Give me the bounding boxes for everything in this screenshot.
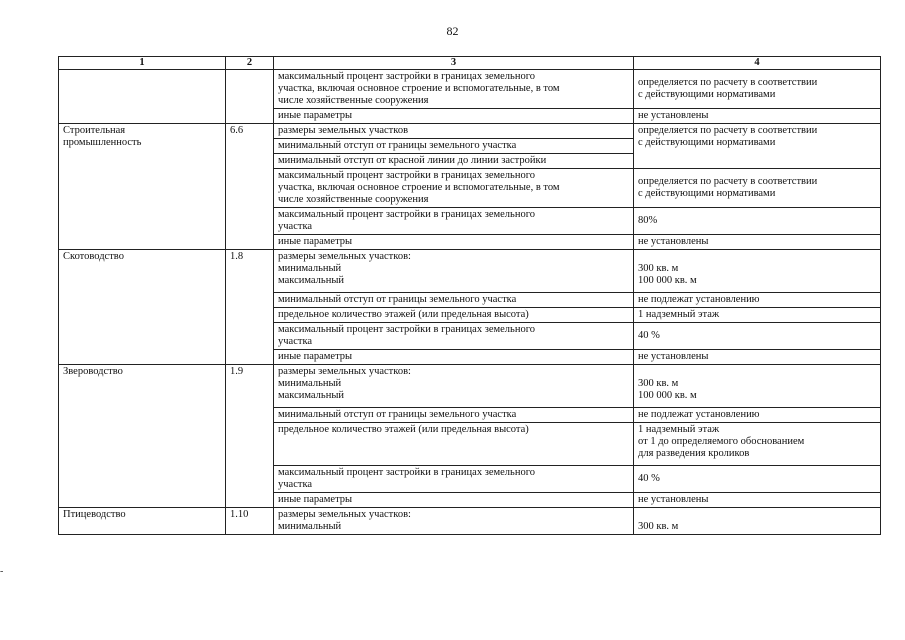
column-header-3: 3 [274,57,634,70]
value-cell: не установлены [634,350,881,365]
value-cell: 300 кв. м [634,508,881,535]
param-cell: размеры земельных участков: минимальный максимальный [274,365,634,408]
param-cell: максимальный процент застройки в границах земельного участка, включая основное строение и вспомогательные, в том числе хозяйственные сооружения [274,169,634,208]
param-cell: предельное количество этажей (или предельная высота) [274,308,634,323]
page-number: 82 [446,24,459,38]
column-header-4: 4 [634,57,881,70]
table-row [59,250,881,293]
param-cell: минимальный отступ от красной линии до линии застройки [274,154,634,169]
value-cell: не установлены [634,493,881,508]
column-header-2: 2 [226,57,274,70]
table-row [59,508,881,535]
column-header-1: 1 [59,57,226,70]
param-cell: максимальный процент застройки в границах земельного участка [274,323,634,350]
value-cell: 40 % [634,466,881,493]
value-cell: 300 кв. м 100 000 кв. м [634,365,881,408]
param-cell: максимальный процент застройки в границах земельного участка, включая основное строение и вспомогательные, в том числе хозяйственные сооружения [274,70,634,109]
value-cell: не подлежат установлению [634,408,881,423]
param-cell: иные параметры [274,350,634,365]
land-use-code: 1.8 [226,250,274,365]
param-cell: иные параметры [274,493,634,508]
cell-empty [226,70,274,124]
zoning-parameters-table [58,56,881,535]
param-cell: размеры земельных участков: минимальный максимальный [274,250,634,293]
value-cell: не установлены [634,235,881,250]
land-use-code: 1.10 [226,508,274,535]
value-cell: определяется по расчету в соответствии с действующими нормативами [634,70,881,109]
param-cell: размеры земельных участков: минимальный [274,508,634,535]
value-cell: 300 кв. м 100 000 кв. м [634,250,881,293]
land-use-code: 6.6 [226,124,274,250]
land-use-name: Строительная промышленность [59,124,226,250]
value-cell: не подлежат установлению [634,293,881,308]
value-cell: 80% [634,208,881,235]
param-cell: максимальный процент застройки в границах земельного участка [274,208,634,235]
param-cell: предельное количество этажей (или предельная высота) [274,423,634,466]
value-cell: 1 надземный этаж от 1 до определяемого обоснованием для разведения кроликов [634,423,881,466]
table-row [59,70,881,109]
param-cell: иные параметры [274,235,634,250]
param-cell: минимальный отступ от границы земельного участка [274,139,634,154]
param-cell: иные параметры [274,109,634,124]
value-cell: определяется по расчету в соответствии с действующими нормативами [634,169,881,208]
param-cell: минимальный отступ от границы земельного участка [274,293,634,308]
land-use-name: Птицеводство [59,508,226,535]
value-cell: определяется по расчету в соответствии с действующими нормативами [634,124,881,169]
value-cell: не установлены [634,109,881,124]
value-cell: 1 надземный этаж [634,308,881,323]
value-cell: 40 % [634,323,881,350]
land-use-name: Скотоводство [59,250,226,365]
param-cell: размеры земельных участков [274,124,634,139]
table-header-row [59,57,881,70]
cell-empty [59,70,226,124]
scan-edge-mark: ‑ [0,566,4,577]
param-cell: максимальный процент застройки в границах земельного участка [274,466,634,493]
land-use-name: Звероводство [59,365,226,508]
table-row [59,124,881,139]
land-use-code: 1.9 [226,365,274,508]
param-cell: минимальный отступ от границы земельного участка [274,408,634,423]
table-row [59,365,881,408]
